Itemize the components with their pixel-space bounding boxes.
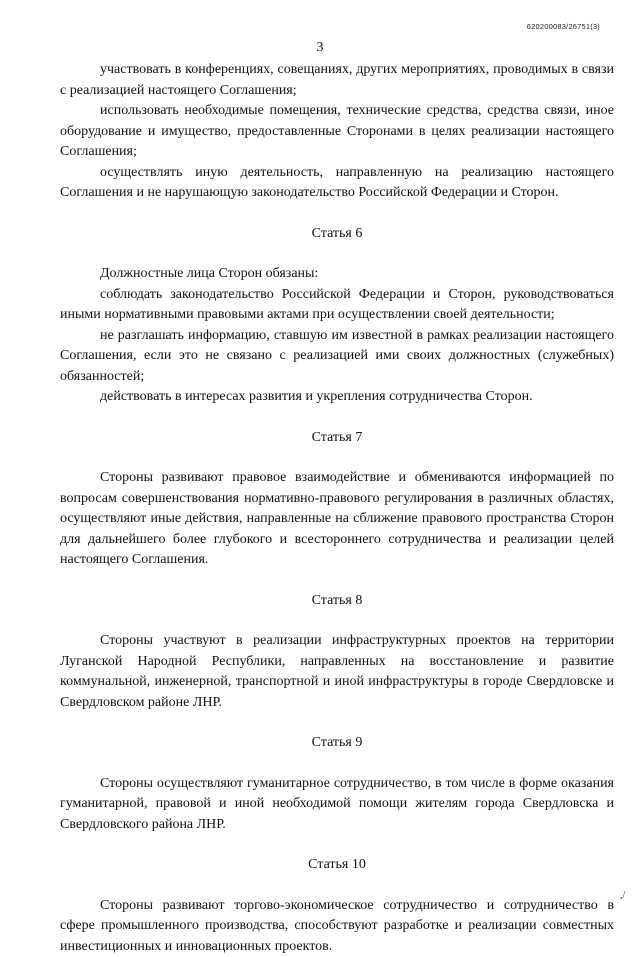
article-9-title: Статья 9: [60, 733, 614, 754]
article-6-title: Статья 6: [60, 224, 614, 245]
intro-paragraph: участвовать в конференциях, совещаниях, других мероприятиях, проводимых в связи с реализацией настоящего Соглашения;: [60, 60, 614, 101]
article-8-paragraph: Стороны участвуют в реализации инфраструктурных проектов на территории Луганской Народной Республики, направленных на восстановление и развитие коммунальной, инженерной, транспортной и иной инфраструктуры в городе Свердловске и Свердловском районе ЛНР.: [60, 631, 614, 713]
handwritten-mark: ,/: [620, 890, 625, 901]
document-body: [60, 60, 614, 957]
document-id: 620200083/26751(3): [440, 22, 600, 31]
article-8-title: Статья 8: [60, 591, 614, 612]
article-6-paragraph: Должностные лица Сторон обязаны:: [60, 264, 614, 285]
article-10-paragraph: Стороны развивают торгово-экономическое сотрудничество и сотрудничество в сфере промышленного производства, способствуют разработке и реализации совместных инвестиционных и инновационных проектов.: [60, 896, 614, 957]
intro-paragraph: использовать необходимые помещения, технические средства, средства связи, иное оборудование и имущество, предоставленные Сторонами в целях реализации настоящего Соглашения;: [60, 101, 614, 163]
article-7-title: Статья 7: [60, 428, 614, 449]
article-7-paragraph: Стороны развивают правовое взаимодействие и обмениваются информацией по вопросам совершенствования нормативно-правового регулирования в различных областях, осуществляют иные действия, направленные на сближение правового пространства Сторон для дальнейшего более глубокого и всестороннего сотрудничества и реализации целей настоящего Соглашения.: [60, 468, 614, 571]
article-6-paragraph: действовать в интересах развития и укрепления сотрудничества Сторон.: [60, 387, 614, 408]
article-6-paragraph: соблюдать законодательство Российской Федерации и Сторон, руководствоваться иными нормативными правовыми актами при осуществлении своей деятельности;: [60, 285, 614, 326]
page-number: 3: [0, 40, 640, 56]
article-10-title: Статья 10: [60, 855, 614, 876]
article-6-paragraph: не разглашать информацию, ставшую им известной в рамках реализации настоящего Соглашения, если это не связано с реализацией ими своих должностных (служебных) обязанностей;: [60, 326, 614, 388]
intro-paragraph: осуществлять иную деятельность, направленную на реализацию настоящего Соглашения и не нарушающую законодательство Российской Федерации и Сторон.: [60, 163, 614, 204]
article-9-paragraph: Стороны осуществляют гуманитарное сотрудничество, в том числе в форме оказания гуманитарной, правовой и иной необходимой помощи жителям города Свердловска и Свердловского района ЛНР.: [60, 774, 614, 836]
